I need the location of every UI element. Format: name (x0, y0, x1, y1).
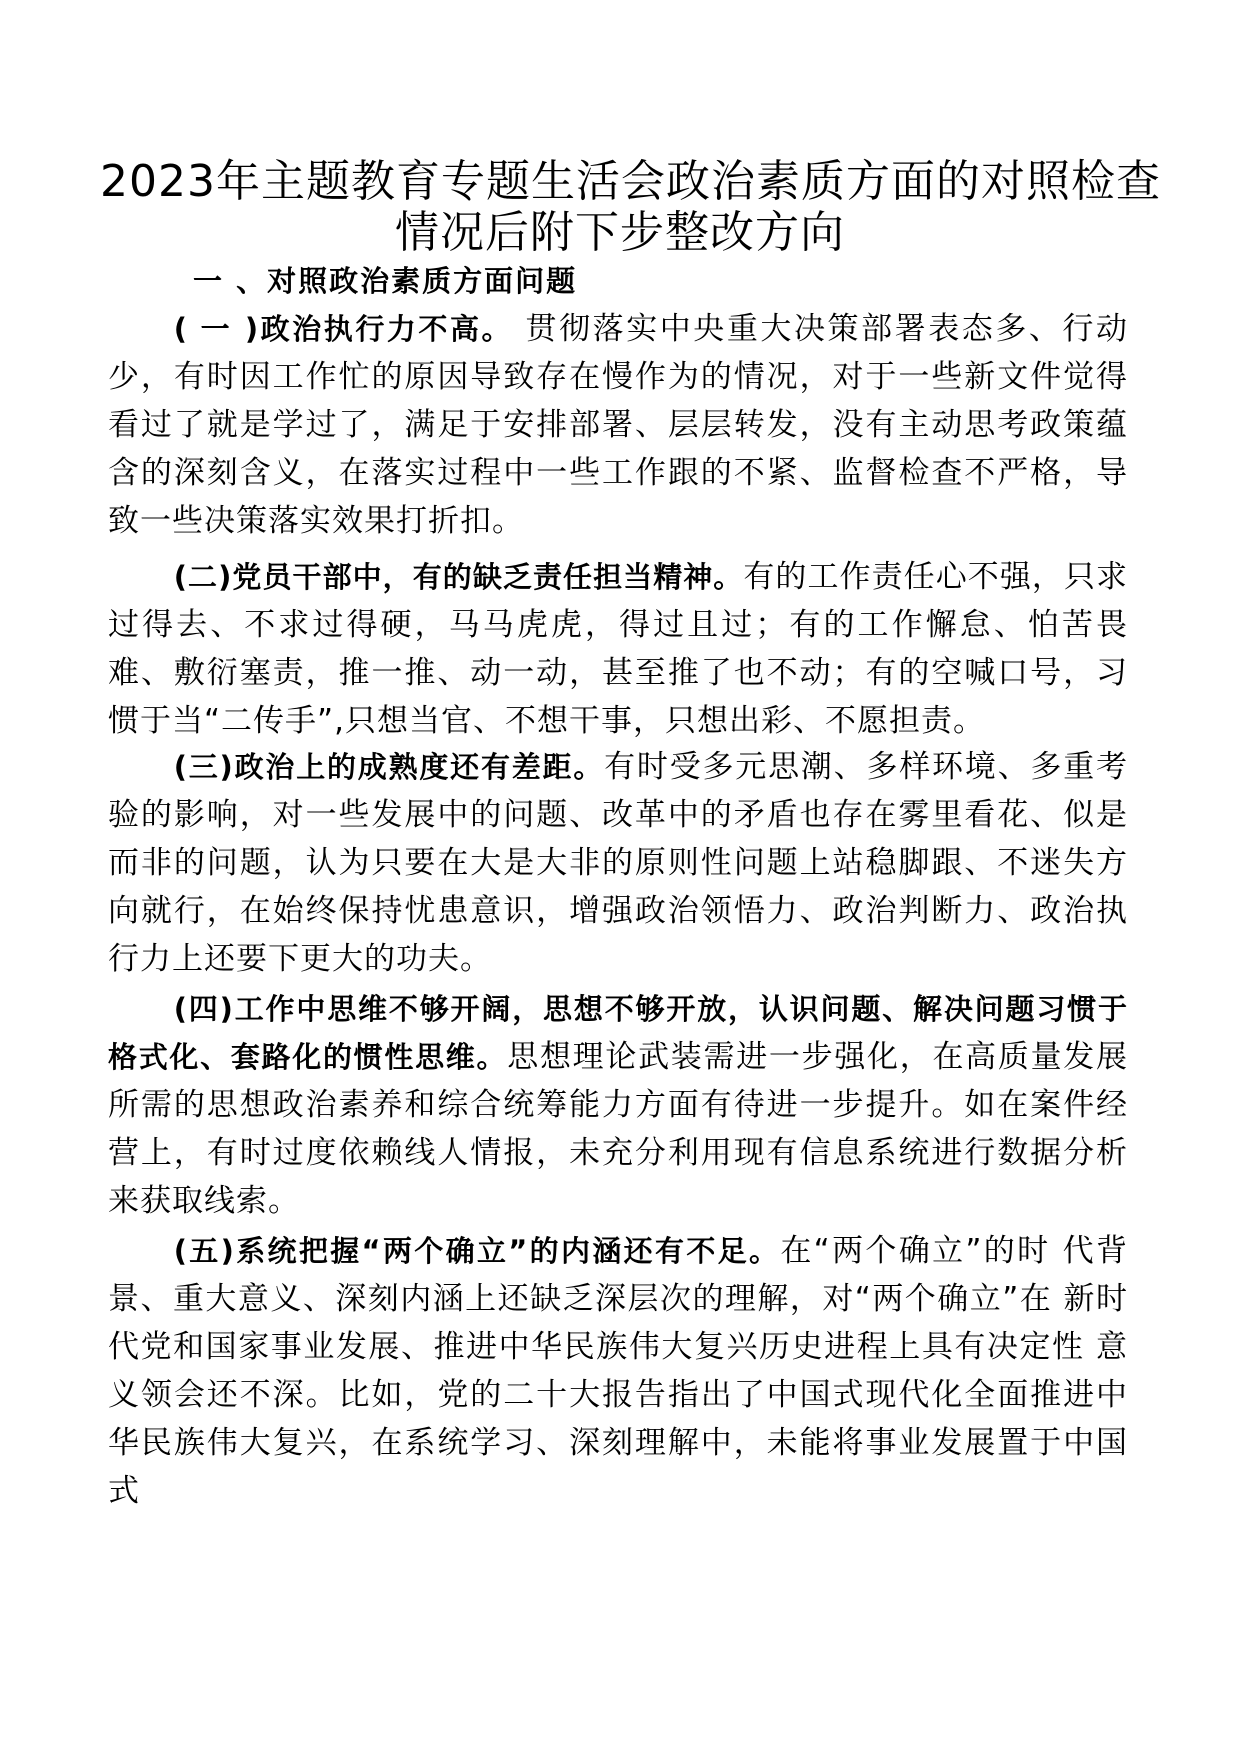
paragraph-5-lead: (五)系统把握“两个确立”的内涵还有不足。 (173, 1234, 781, 1268)
paragraph-3-lead: (三)政治上的成熟度还有差距。 (173, 750, 605, 784)
paragraph-1-lead: ( 一 )政治执行力不高。 (173, 312, 514, 346)
document-title-line-1: 2023年主题教育专题生活会政治素质方面的对照检查 (100, 156, 1161, 207)
paragraph-4 (108, 985, 1128, 1225)
paragraph-4-lead: (四)工作中思维不够开阔，思想不够开放，认识问题、解决问题习惯于格式化、套路化的惯性思维。 (108, 992, 1128, 1074)
paragraph-3 (108, 743, 1128, 983)
document-title-line-2: 情况后附下步整改方向 (395, 207, 845, 258)
paragraph-1-body: 贯彻落实中央重大决策部署表态多、行动少，有时因工作忙的原因导致存在慢作为的情况，对于一些新文件觉得看过了就是学过了，满足于安排部署、层层转发，没有主动思考政策蕴含的深刻含义，在落实过程中一些工作跟的不紧、监督检查不严格，导致一些决策落实效果打折扣。 (108, 311, 1128, 539)
paragraph-5-body: 在“两个确立”的时 代背景、重大意义、深刻内涵上还缺乏深层次的理解，对“两个确立”在 新时代党和国家事业发展、推进中华民族伟大复兴历史进程上具有决定性 意义领会还不深。比如，党的二十大报告指出了中国式现代化全面推进中华民族伟大复兴，在系统学习、深刻理解中，未能将事业发展置于中国式 (108, 1233, 1128, 1509)
paragraph-3-body: 有时受多元思潮、多样环境、多重考验的影响，对一些发展中的问题、改革中的矛盾也存在雾里看花、似是而非的问题，认为只要在大是大非的原则性问题上站稳脚跟、不迷失方向就行，在始终保持忧患意识，增强政治领悟力、政治判断力、政治执行力上还要下更大的功夫。 (108, 749, 1129, 977)
paragraph-2-body: 有的工作责任心不强，只求过得去、不求过得硬，马马虎虎，得过且过；有的工作懈怠、怕苦畏难、敷衍塞责，推一推、动一动，甚至推了也不动；有的空喊口号，习惯于当“二传手”,只想当官、不想干事，只想出彩、不愿担责。 (108, 559, 1129, 739)
paragraph-2 (108, 553, 1128, 745)
paragraph-1 (108, 305, 1128, 545)
section-heading: 一 、对照政治素质方面问题 (193, 264, 578, 298)
paragraph-2-lead: (二)党员干部中，有的缺乏责任担当精神。 (173, 560, 744, 594)
paragraph-4-body: 思想理论武装需进一步强化，在高质量发展所需的思想政治素养和综合统筹能力方面有待进一步提升。如在案件经营上，有时过度依赖线人情报，未充分利用现有信息系统进行数据分析来获取线索。 (108, 1039, 1128, 1219)
paragraph-5 (108, 1227, 1128, 1515)
